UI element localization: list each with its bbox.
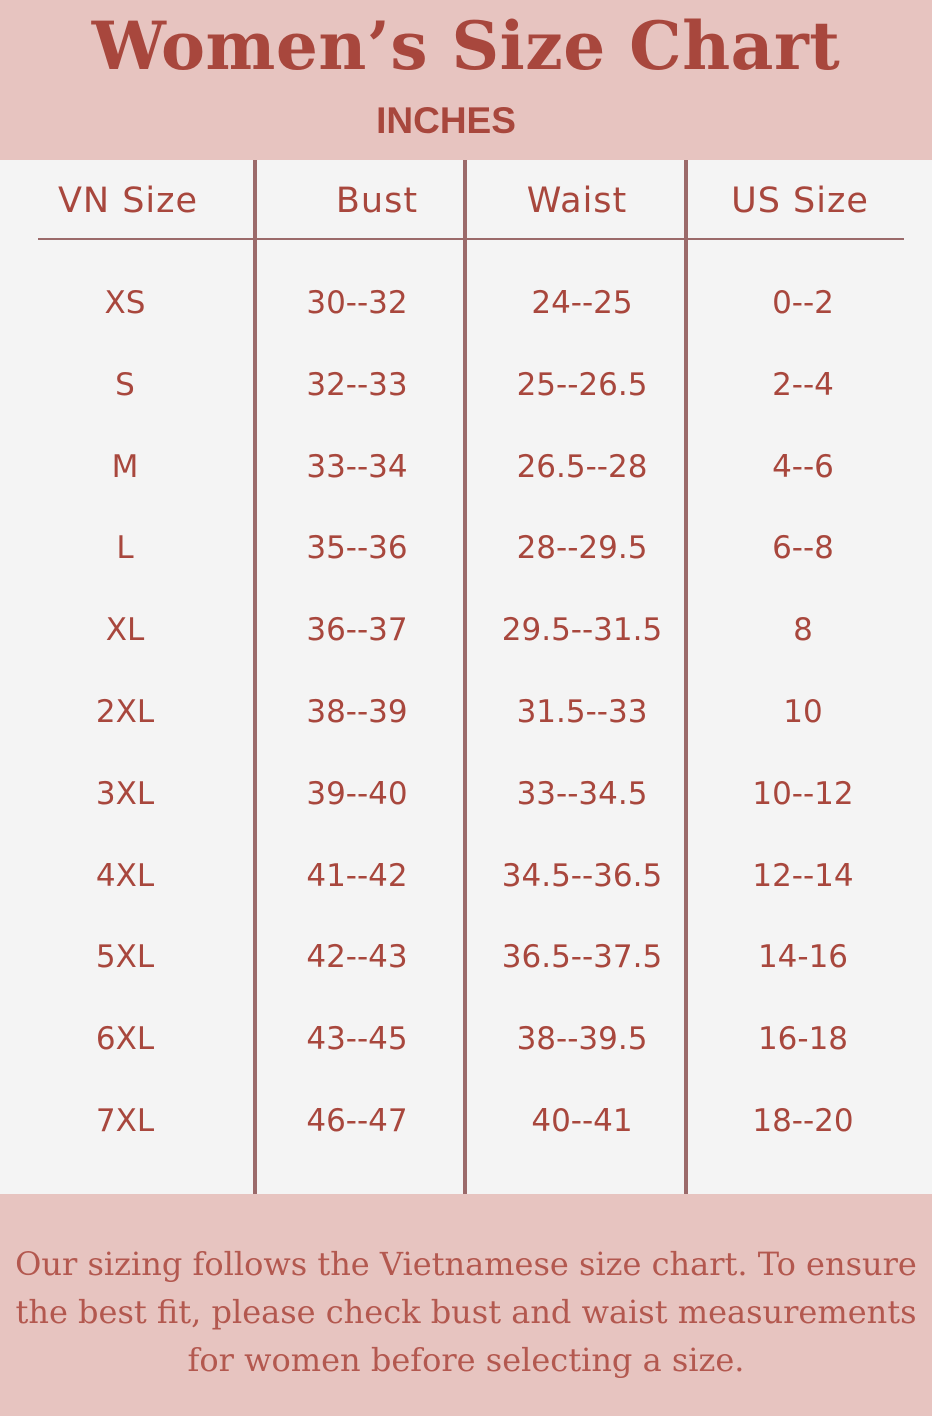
table-cell: 25--26.5 [516, 367, 648, 403]
table-cell: 8 [793, 612, 813, 648]
table-cell: 38--39.5 [516, 1021, 648, 1057]
header-rule [257, 238, 463, 240]
table-cell: 35--36 [306, 530, 408, 566]
table-cell: 30--32 [306, 285, 408, 321]
table-cell: L [116, 530, 134, 566]
table-cell: 24--25 [531, 285, 633, 321]
table-cell: 7XL [95, 1103, 155, 1139]
column-header-vn-size: VN Size [57, 181, 199, 221]
table-cell: 31.5--33 [516, 694, 648, 730]
table-cell: 12--14 [752, 858, 854, 894]
table-cell: 18--20 [752, 1103, 854, 1139]
table-cell: 4--6 [772, 449, 834, 485]
header-band [0, 0, 932, 160]
footer-band [0, 1194, 932, 1416]
table-cell: 39--40 [306, 776, 408, 812]
column-header-us-size: US Size [731, 181, 869, 221]
table-cell: 0--2 [772, 285, 834, 321]
table-cell: 36.5--37.5 [501, 939, 663, 975]
table-cell: 10--12 [752, 776, 854, 812]
size-table [0, 160, 932, 1194]
table-cell: 6XL [95, 1021, 155, 1057]
header-rule [38, 238, 253, 240]
table-cell: M [111, 449, 139, 485]
table-cell: XL [105, 612, 145, 648]
table-cell: 2--4 [772, 367, 834, 403]
table-cell: 46--47 [306, 1103, 408, 1139]
table-cell: 36--37 [306, 612, 408, 648]
table-cell: 42--43 [306, 939, 408, 975]
table-cell: 33--34 [306, 449, 408, 485]
table-cell: 34.5--36.5 [501, 858, 663, 894]
table-cell: 5XL [95, 939, 155, 975]
table-cell: 3XL [95, 776, 155, 812]
table-cell: 4XL [95, 858, 155, 894]
unit-label: INCHES [376, 100, 516, 141]
page-title: Women’s Size Chart [91, 7, 841, 85]
table-cell: 10 [783, 694, 823, 730]
table-cell: S [115, 367, 135, 403]
column-header-waist: Waist [526, 181, 628, 221]
table-cell: 6--8 [772, 530, 834, 566]
table-cell: XS [104, 285, 146, 321]
header-rule [467, 238, 684, 240]
table-cell: 2XL [95, 694, 155, 730]
sizing-note: Our sizing follows the Vietnamese size chart. To ensure the best fit, please check bust and waist measurements for women before selecting a size. [15, 1245, 917, 1379]
table-cell: 16-18 [757, 1021, 849, 1057]
table-cell: 33--34.5 [516, 776, 648, 812]
table-cell: 28--29.5 [516, 530, 648, 566]
column-header-bust: Bust [335, 181, 419, 221]
table-cell: 29.5--31.5 [501, 612, 663, 648]
header-rule [688, 238, 904, 240]
table-cell: 14-16 [757, 939, 849, 975]
table-cell: 32--33 [306, 367, 408, 403]
table-cell: 26.5--28 [516, 449, 648, 485]
table-cell: 38--39 [306, 694, 408, 730]
table-cell: 41--42 [306, 858, 408, 894]
table-cell: 43--45 [306, 1021, 408, 1057]
table-cell: 40--41 [531, 1103, 633, 1139]
